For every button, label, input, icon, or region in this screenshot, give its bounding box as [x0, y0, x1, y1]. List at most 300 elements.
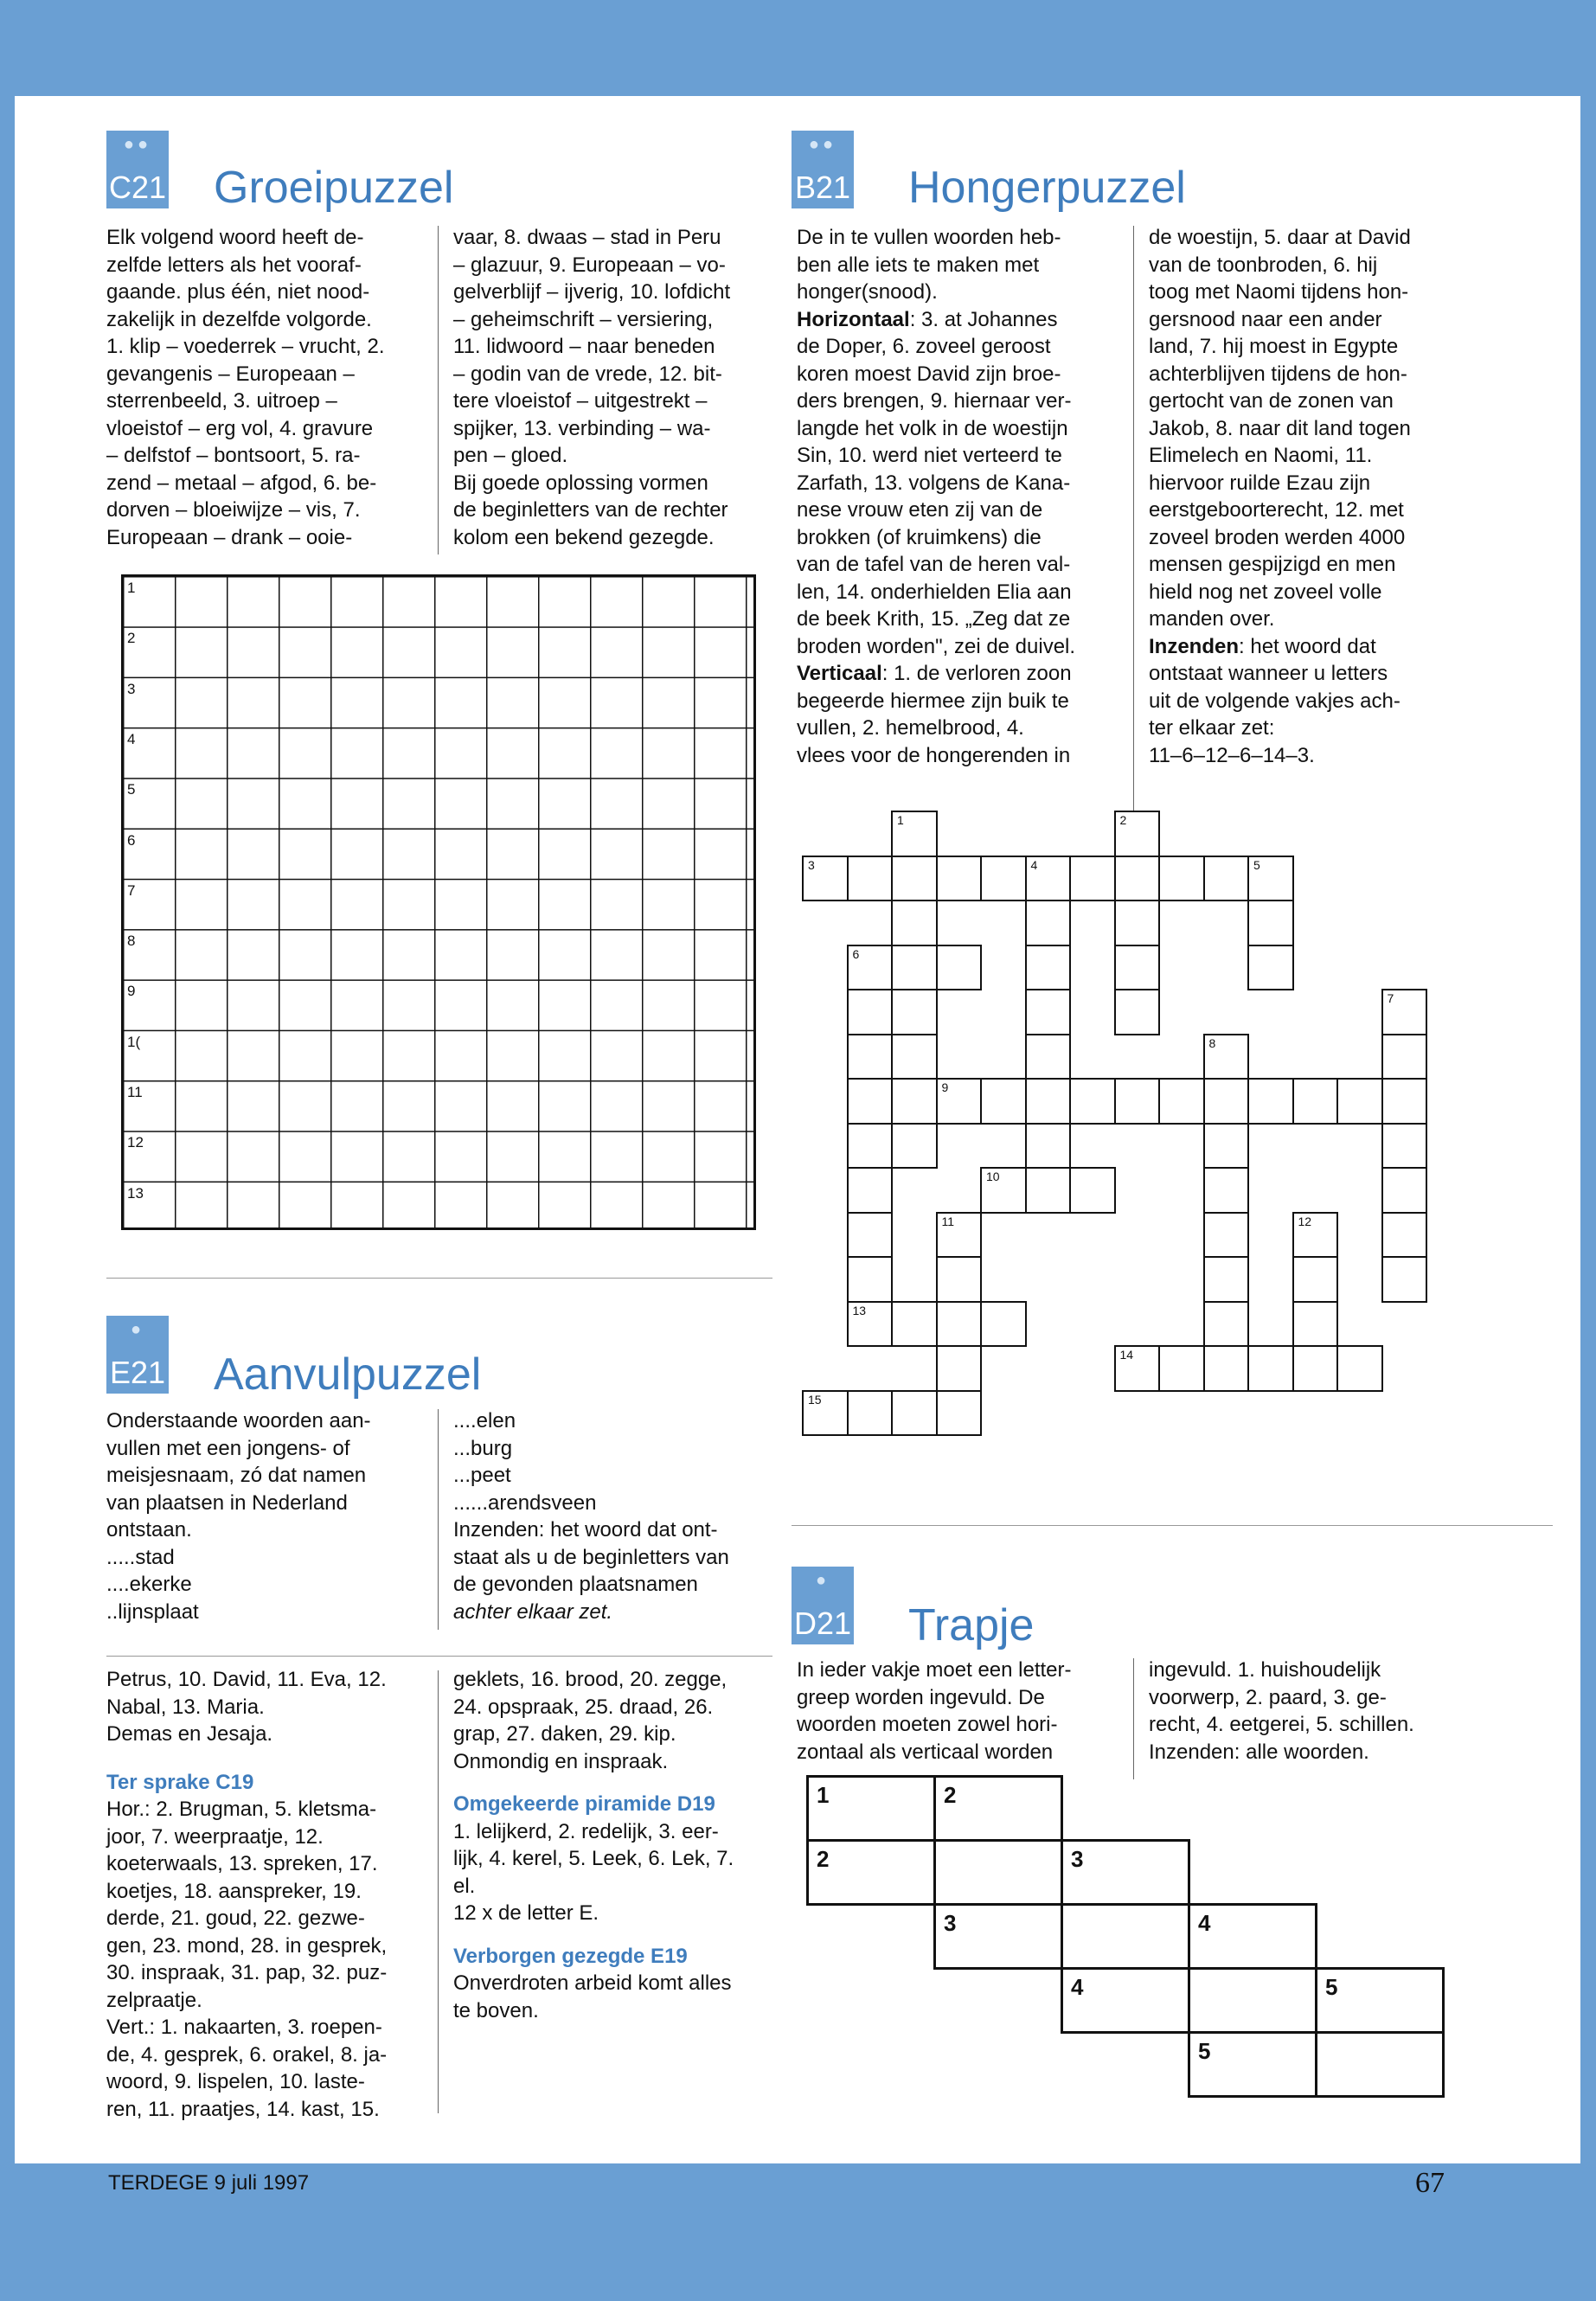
crossword-cell[interactable]: [1336, 1345, 1383, 1392]
aanvulpuzzel-col1: [106, 1407, 435, 1625]
row-number: 4: [127, 730, 136, 747]
text-span: koren moest David zijn broe-: [797, 362, 1061, 386]
dot-icon: ●: [815, 1571, 830, 1590]
text-line: ....elen: [453, 1409, 516, 1433]
trapje-cell[interactable]: [1061, 1903, 1190, 1970]
crossword-cell[interactable]: [802, 856, 849, 902]
crossword-cell[interactable]: [1292, 1345, 1339, 1392]
text-span: Elimelech en Naomi, 11.: [1149, 444, 1373, 467]
trapje-number: 3: [944, 1910, 957, 1936]
text-span: hiervoor ruilde Ezau zijn: [1149, 471, 1371, 495]
text-line: [797, 470, 1125, 497]
text-span: broden worden", zei de duivel.: [797, 634, 1076, 658]
text-line: vaar, 8. dwaas – stad in Peru: [453, 226, 721, 249]
trapje-col2: [1149, 1657, 1495, 1766]
text-span: : het woord dat: [1239, 634, 1376, 658]
text-line: [1149, 388, 1477, 415]
crossword-cell[interactable]: [1203, 1345, 1250, 1392]
aanvulpuzzel-col2: [453, 1407, 782, 1625]
text-line: [1149, 579, 1477, 606]
text-line: – godin van de vrede, 12. bit-: [453, 362, 722, 386]
text-line: vloeistof – erg vol, 4. gravure: [106, 416, 374, 440]
text-line: Europeaan – drank – ooie-: [106, 525, 353, 549]
text-line: 1. klip – voederrek – vrucht, 2.: [106, 335, 385, 358]
text-line: [797, 279, 1125, 306]
trapje-number: 5: [1198, 2038, 1211, 2064]
text-line: grap, 27. daken, 29. kip.: [453, 1722, 676, 1746]
section-divider: [106, 1278, 772, 1279]
text-line: koeterwaals, 13. spreken, 17.: [106, 1852, 378, 1875]
text-line: joor, 7. weerpraatje, 12.: [106, 1824, 324, 1849]
trapje-number: 4: [1071, 1974, 1084, 2000]
solutions-col1: [106, 1666, 435, 2123]
crossword-cell[interactable]: [891, 1034, 938, 1080]
cell-number: 4: [1030, 857, 1038, 872]
crossword-cell[interactable]: [936, 1256, 983, 1303]
crossword-cell[interactable]: [1247, 1345, 1294, 1392]
text-line: [797, 252, 1125, 279]
text-line: de gevonden plaatsnamen: [453, 1573, 698, 1596]
trapje-number: 3: [1071, 1846, 1084, 1872]
text-line: gelverblijf – ijverig, 10. lofdicht: [453, 280, 731, 304]
hongerpuzzel-col1: [797, 224, 1125, 769]
trapje-number: 2: [817, 1846, 830, 1872]
crossword-cell[interactable]: [1025, 1034, 1072, 1080]
text-line: [1149, 333, 1477, 361]
hongerpuzzel-title: Hongerpuzzel: [908, 163, 1186, 213]
dots-icon: ●●: [808, 135, 837, 154]
text-line: [797, 660, 1125, 688]
text-line: [797, 742, 1125, 770]
text-line: dorven – bloeiwijze – vis, 7.: [106, 498, 361, 522]
crossword-cell[interactable]: [1114, 856, 1161, 902]
crossword-cell[interactable]: [847, 1212, 894, 1259]
crossword-cell[interactable]: [1025, 945, 1072, 991]
text-span: ter elkaar zet:: [1149, 716, 1275, 740]
text-span: gersnood naar een ander: [1149, 307, 1382, 331]
text-span: de woestijn, 5. daar at David: [1149, 226, 1411, 249]
crossword-cell[interactable]: [1203, 1167, 1250, 1214]
crossword-cell[interactable]: [1247, 1078, 1294, 1125]
text-line: zakelijk in dezelfde volgorde.: [106, 307, 372, 331]
trapje-number: 5: [1325, 1974, 1338, 2000]
crossword-cell[interactable]: [1158, 856, 1205, 902]
text-line: 12 x de letter E.: [453, 1901, 599, 1925]
crossword-cell[interactable]: [1292, 1256, 1339, 1303]
text-line: [797, 306, 1125, 334]
text-line: 24. opspraak, 25. draad, 26.: [453, 1695, 714, 1719]
text-line: ren, 11. praatjes, 14. kast, 15.: [106, 2097, 380, 2121]
crossword-cell[interactable]: [936, 1301, 983, 1348]
e21-badge: [106, 1316, 169, 1394]
crossword-cell[interactable]: [936, 1390, 983, 1437]
text-line: [797, 579, 1125, 606]
crossword-cell[interactable]: [1381, 1034, 1428, 1080]
magazine-page: [15, 96, 1580, 2163]
text-line: gevangenis – Europeaan –: [106, 362, 355, 386]
row-number: 7: [127, 881, 136, 899]
page-number: 67: [1415, 2167, 1445, 2199]
text-line: achter elkaar zet.: [453, 1599, 613, 1624]
text-span: eerstgeboorterecht, 12. met: [1149, 498, 1404, 522]
crossword-cell[interactable]: [1025, 856, 1072, 902]
crossword-cell[interactable]: [847, 945, 894, 991]
text-line: [1149, 633, 1477, 661]
crossword-cell[interactable]: [1247, 856, 1294, 902]
text-line: derde, 21. goud, 22. gezwe-: [106, 1907, 365, 1930]
crossword-cell[interactable]: [847, 989, 894, 1035]
crossword-cell[interactable]: [891, 856, 938, 902]
text-line: [797, 606, 1125, 633]
text-line: meisjesnaam, zó dat namen: [106, 1464, 367, 1487]
text-line: vullen met een jongens- of: [106, 1436, 350, 1460]
crossword-cell[interactable]: [891, 1078, 938, 1125]
crossword-cell[interactable]: [1114, 989, 1161, 1035]
cell-number: 15: [808, 1392, 822, 1407]
column-divider: [438, 1670, 439, 2113]
crossword-cell[interactable]: [1069, 856, 1116, 902]
crossword-cell[interactable]: [980, 1301, 1027, 1348]
crossword-cell[interactable]: [1203, 1078, 1250, 1125]
text-line: Onverdroten arbeid komt alles: [453, 1971, 732, 1995]
crossword-cell[interactable]: [1292, 1212, 1339, 1259]
crossword-cell[interactable]: [891, 811, 938, 857]
crossword-cell[interactable]: [936, 1078, 983, 1125]
crossword-cell[interactable]: [936, 945, 983, 991]
cell-number: 7: [1387, 991, 1394, 1005]
crossword-cell[interactable]: [1292, 1301, 1339, 1348]
text-line: [1149, 361, 1477, 388]
crossword-cell[interactable]: [1114, 1345, 1161, 1392]
text-span: ders brengen, 9. hiernaar ver-: [797, 389, 1072, 413]
text-line: ..lijnsplaat: [106, 1599, 199, 1624]
trapje-number: 1: [817, 1782, 830, 1808]
crossword-cell[interactable]: [1025, 1123, 1072, 1170]
row-number: 2: [127, 630, 136, 647]
crossword-cell[interactable]: [1203, 1301, 1250, 1348]
trapje-cell[interactable]: [933, 1839, 1063, 1906]
text-line: lijk, 4. kerel, 5. Leek, 6. Lek, 7.: [453, 1847, 734, 1870]
text-line: [1149, 306, 1477, 334]
row-number: 1: [127, 580, 136, 596]
text-span: honger(snood).: [797, 280, 938, 304]
badge-code: B21: [794, 170, 851, 205]
cell-number: 14: [1119, 1348, 1134, 1362]
text-line: [1149, 497, 1477, 524]
trapje-title: Trapje: [908, 1600, 1035, 1650]
crossword-cell[interactable]: [1025, 1078, 1072, 1125]
text-line: .....stad: [106, 1545, 175, 1569]
badge-code: E21: [109, 1355, 166, 1390]
cell-number: 12: [1298, 1214, 1312, 1228]
text-line: de beginletters van de rechter: [453, 498, 728, 522]
text-line: Inzenden: alle woorden.: [1149, 1740, 1369, 1764]
crossword-cell[interactable]: [980, 1167, 1027, 1214]
crossword-cell[interactable]: [847, 1034, 894, 1080]
text-line: el.: [453, 1874, 476, 1898]
row-number: 1(: [127, 1033, 141, 1050]
crossword-cell[interactable]: [1203, 1123, 1250, 1170]
crossword-cell[interactable]: [980, 856, 1027, 902]
text-line: ......arendsveen: [453, 1490, 597, 1515]
text-line: ....ekerke: [106, 1573, 192, 1596]
text-span: : 3. at Johannes: [909, 307, 1058, 331]
crossword-cell[interactable]: [1158, 1078, 1205, 1125]
text-line: zontaal als verticaal worden: [797, 1740, 1054, 1764]
text-span: 11–6–12–6–14–3.: [1149, 743, 1315, 767]
crossword-cell[interactable]: [1203, 1212, 1250, 1259]
text-line: van plaatsen in Nederland: [106, 1490, 348, 1515]
crossword-cell[interactable]: [1203, 1034, 1250, 1080]
dot-icon: ●: [130, 1320, 145, 1339]
c21-badge: [106, 131, 169, 208]
crossword-cell[interactable]: [1203, 856, 1250, 902]
text-line: 30. inspraak, 31. pap, 32. puz-: [106, 1961, 388, 1984]
crossword-cell[interactable]: [891, 989, 938, 1035]
crossword-cell[interactable]: [936, 1345, 983, 1392]
text-span: vlees voor de hongerenden in: [797, 743, 1071, 767]
groeipuzzel-title: Groeipuzzel: [214, 163, 454, 213]
row-number: 3: [127, 680, 136, 697]
section-divider: [106, 1656, 772, 1657]
text-line: [1149, 415, 1477, 443]
cell-number: 5: [1253, 857, 1260, 872]
text-line: greep worden ingevuld. De: [797, 1685, 1045, 1709]
text-span: de beek Krith, 15. „Zeg dat ze: [797, 607, 1071, 631]
text-line: – geheimschrift – versiering,: [453, 307, 714, 331]
crossword-cell[interactable]: [847, 1123, 894, 1170]
text-span: mensen gespijzigd en men: [1149, 553, 1396, 576]
text-line: zelpraatje.: [106, 1988, 202, 2012]
crossword-cell[interactable]: [936, 856, 983, 902]
crossword-cell[interactable]: [891, 1301, 938, 1348]
crossword-cell[interactable]: [1069, 1078, 1116, 1125]
text-line: Hor.: 2. Brugman, 5. kletsma-: [106, 1798, 377, 1821]
row-number: 12: [127, 1134, 144, 1151]
text-line: [797, 524, 1125, 552]
text-line: ...burg: [453, 1436, 513, 1460]
text-line: [1149, 470, 1477, 497]
crossword-cell[interactable]: [1025, 1167, 1072, 1214]
text-line: de, 4. gesprek, 6. orakel, 8. ja-: [106, 2042, 388, 2067]
text-span: begeerde hiermee zijn buik te: [797, 689, 1069, 713]
crossword-cell[interactable]: [891, 1123, 938, 1170]
cell-number: 9: [941, 1080, 949, 1094]
section-divider: [792, 1525, 1553, 1526]
text-line: In ieder vakje moet een letter-: [797, 1658, 1072, 1682]
crossword-cell[interactable]: [1292, 1078, 1339, 1125]
text-line: [1149, 442, 1477, 470]
text-line: [1149, 551, 1477, 579]
crossword-cell[interactable]: [980, 1078, 1027, 1125]
text-span: uit de volgende vakjes ach-: [1149, 689, 1401, 713]
text-line: [1149, 688, 1477, 715]
text-line: 1. lelijkerd, 2. redelijk, 3. eer-: [453, 1819, 719, 1843]
trapje-cell[interactable]: [1315, 2031, 1445, 2098]
text-line: recht, 4. eetgerei, 5. schillen.: [1149, 1713, 1414, 1736]
trapje-number: 4: [1198, 1910, 1211, 1936]
trapje-col1: [797, 1657, 1125, 1766]
text-line: spijker, 13. verbinding – wa-: [453, 416, 711, 440]
row-number: 9: [127, 983, 136, 1000]
text-span: van de toonbroden, 6. hij: [1149, 253, 1378, 277]
text-line: [797, 388, 1125, 415]
text-span: vullen, 2. hemelbrood, 4.: [797, 716, 1024, 740]
text-line: sterrenbeeld, 3. uitroep –: [106, 389, 337, 413]
text-span: nese vrouw eten zij van de: [797, 498, 1043, 522]
text-line: zend – metaal – afgod, 6. be-: [106, 471, 377, 495]
text-line: kolom een bekend gezegde.: [453, 525, 715, 549]
crossword-cell[interactable]: [1069, 1167, 1116, 1214]
text-span: brokken (of kruimkens) die: [797, 525, 1042, 549]
text-line: [797, 361, 1125, 388]
text-line: [797, 333, 1125, 361]
text-line: Bij goede oplossing vormen: [453, 471, 708, 495]
text-span: gertocht van de zonen van: [1149, 389, 1394, 413]
text-line: pen – gloed.: [453, 444, 568, 467]
text-line: [797, 224, 1125, 252]
row-number: 11: [127, 1084, 143, 1100]
column-divider: [438, 226, 439, 554]
text-line: woord, 9. lispelen, 10. laste-: [106, 2070, 365, 2093]
groeipuzzel-col2: [453, 224, 782, 551]
cell-number: 11: [941, 1214, 955, 1228]
badge-code: D21: [793, 1606, 852, 1641]
d21-badge: [792, 1567, 854, 1644]
text-line: [1149, 606, 1477, 633]
footer-publication: TERDEGE 9 juli 1997: [108, 2171, 310, 2195]
crossword-cell[interactable]: [936, 1212, 983, 1259]
crossword-cell[interactable]: [802, 1390, 849, 1437]
dots-icon: ●●: [123, 135, 152, 154]
text-span: de Doper, 6. zoveel geroost: [797, 335, 1051, 358]
text-line: Onderstaande woorden aan-: [106, 1409, 371, 1433]
column-divider: [438, 1409, 439, 1630]
trapje-cell[interactable]: [1188, 1967, 1317, 2034]
crossword-cell[interactable]: [1381, 1167, 1428, 1214]
text-line: [797, 415, 1125, 443]
text-line: [1149, 279, 1477, 306]
text-line: [797, 497, 1125, 524]
bold-label: Inzenden: [1149, 634, 1240, 658]
crossword-cell[interactable]: [1381, 1212, 1428, 1259]
crossword-cell[interactable]: [1381, 1123, 1428, 1170]
text-line: [797, 715, 1125, 742]
text-line: ontstaan.: [106, 1518, 192, 1541]
text-line: [1149, 524, 1477, 552]
row-number: 6: [127, 831, 136, 849]
crossword-cell[interactable]: [1247, 945, 1294, 991]
text-line: Petrus, 10. David, 11. Eva, 12.: [106, 1668, 387, 1691]
text-line: [797, 442, 1125, 470]
crossword-cell[interactable]: [1114, 900, 1161, 946]
crossword-cell[interactable]: [1158, 1345, 1205, 1392]
bold-label: Verticaal: [797, 662, 882, 685]
text-line: gaande. plus één, niet nood-: [106, 280, 370, 304]
hongerpuzzel-col2: [1149, 224, 1477, 769]
crossword-cell[interactable]: [1025, 989, 1072, 1035]
text-line: 11. lidwoord – naar beneden: [453, 335, 715, 358]
badge-code: C21: [108, 170, 167, 205]
crossword-cell[interactable]: [1247, 900, 1294, 946]
crossword-cell[interactable]: [891, 1390, 938, 1437]
cell-number: 2: [1119, 813, 1127, 827]
text-span: zoveel broden werden 4000: [1149, 525, 1406, 549]
text-span: achterblijven tijdens de hon-: [1149, 362, 1407, 386]
text-line: woorden moeten zowel hori-: [797, 1713, 1058, 1736]
crossword-cell[interactable]: [847, 1167, 894, 1214]
text-span: : 1. de verloren zoon: [881, 662, 1072, 685]
cell-number: 13: [852, 1303, 867, 1317]
crossword-cell[interactable]: [1381, 989, 1428, 1035]
crossword-cell[interactable]: [847, 856, 894, 902]
text-span: toog met Naomi tijdens hon-: [1149, 280, 1409, 304]
solution-heading: Ter sprake C19: [106, 1770, 254, 1794]
crossword-cell[interactable]: [1114, 945, 1161, 991]
column-divider: [1133, 1658, 1134, 1779]
text-span: Jakob, 8. naar dit land togen: [1149, 416, 1411, 440]
row-number: 13: [127, 1184, 144, 1202]
groeipuzzel-grid[interactable]: [121, 574, 756, 1230]
crossword-cell[interactable]: [891, 900, 938, 946]
text-span: van de tafel van de heren val-: [797, 553, 1071, 576]
crossword-cell[interactable]: [1203, 1256, 1250, 1303]
text-line: staat als u de beginletters van: [453, 1545, 729, 1569]
crossword-cell[interactable]: [891, 945, 938, 991]
text-span: land, 7. hij moest in Egypte: [1149, 335, 1399, 358]
text-span: Zarfath, 13. volgens de Kana-: [797, 471, 1071, 495]
solutions-col2: [453, 1666, 782, 2024]
crossword-cell[interactable]: [1114, 811, 1161, 857]
text-line: koetjes, 18. aanspreker, 19.: [106, 1879, 362, 1903]
text-line: [1149, 715, 1477, 742]
crossword-cell[interactable]: [1025, 900, 1072, 946]
text-line: [1149, 252, 1477, 279]
text-span: Sin, 10. werd niet verteerd te: [797, 444, 1062, 467]
row-number: 5: [127, 781, 136, 798]
groeipuzzel-col1: [106, 224, 435, 551]
row-number: 8: [127, 933, 136, 950]
crossword-cell[interactable]: [847, 1301, 894, 1348]
crossword-cell[interactable]: [847, 1256, 894, 1303]
text-line: ingevuld. 1. huishoudelijk: [1149, 1658, 1381, 1682]
crossword-cell[interactable]: [1114, 1078, 1161, 1125]
cell-number: 8: [1208, 1035, 1216, 1050]
text-line: – glazuur, 9. Europeaan – vo-: [453, 253, 726, 277]
crossword-cell[interactable]: [1381, 1078, 1428, 1125]
b21-badge: [792, 131, 854, 208]
text-line: [1149, 224, 1477, 252]
crossword-cell[interactable]: [1381, 1256, 1428, 1303]
text-line: gen, 23. mond, 28. in gesprek,: [106, 1933, 388, 1958]
cell-number: 1: [897, 813, 904, 827]
text-line: ...peet: [453, 1464, 511, 1487]
text-line: [1149, 742, 1477, 770]
text-line: te boven.: [453, 1998, 539, 2022]
cell-number: 3: [808, 857, 815, 872]
text-line: [797, 688, 1125, 715]
crossword-cell[interactable]: [847, 1390, 894, 1437]
text-span: De in te vullen woorden heb-: [797, 226, 1061, 249]
text-line: [797, 633, 1125, 661]
text-span: manden over.: [1149, 607, 1275, 631]
column-divider: [1133, 226, 1134, 866]
text-line: [797, 551, 1125, 579]
text-line: [1149, 660, 1477, 688]
text-span: len, 14. onderhielden Elia aan: [797, 580, 1072, 604]
crossword-cell[interactable]: [847, 1078, 894, 1125]
crossword-cell[interactable]: [1336, 1078, 1383, 1125]
